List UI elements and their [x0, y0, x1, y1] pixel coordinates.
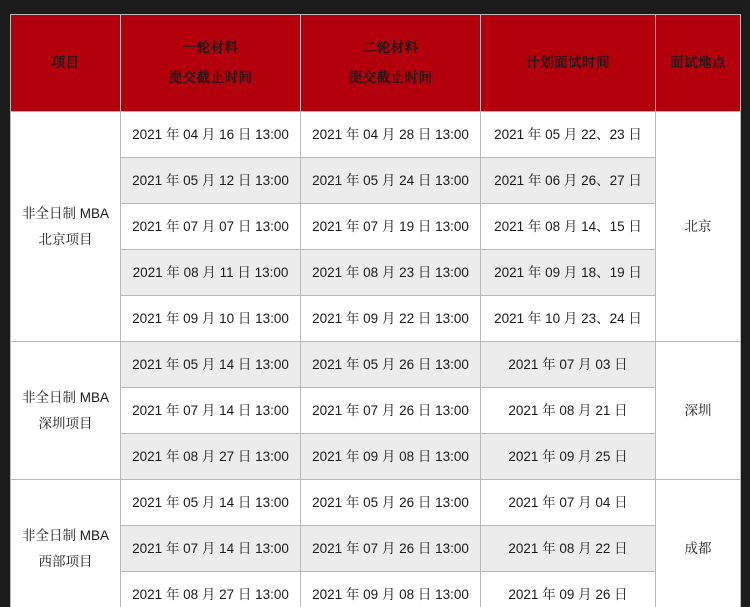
- round2-deadline: 2021 年 05 月 24 日 13:00: [301, 158, 481, 204]
- location-cell-beijing: 北京: [656, 112, 741, 342]
- interview-date: 2021 年 05 月 22、23 日: [481, 112, 656, 158]
- interview-date: 2021 年 08 月 14、15 日: [481, 204, 656, 250]
- interview-date: 2021 年 09 月 26 日: [481, 572, 656, 607]
- project-cell-shenzhen: [11, 342, 121, 480]
- round1-deadline: 2021 年 08 月 11 日 13:00: [121, 250, 301, 296]
- column-header-round1: [121, 15, 301, 112]
- project-name-line2: 深圳项目: [38, 415, 93, 431]
- round2-deadline: 2021 年 09 月 08 日 13:00: [301, 434, 481, 480]
- round1-deadline: 2021 年 04 月 16 日 13:00: [121, 112, 301, 158]
- schedule-table-container: [10, 14, 740, 607]
- column-header-round1-line1: 一轮材料: [182, 40, 239, 55]
- interview-date: 2021 年 09 月 18、19 日: [481, 250, 656, 296]
- interview-date: 2021 年 08 月 22 日: [481, 526, 656, 572]
- interview-date: 2021 年 10 月 23、24 日: [481, 296, 656, 342]
- column-header-round2: [301, 15, 481, 112]
- project-cell-beijing: [11, 112, 121, 342]
- table-row: [11, 526, 741, 572]
- location-cell-shenzhen: 深圳: [656, 342, 741, 480]
- interview-date: 2021 年 07 月 04 日: [481, 480, 656, 526]
- project-name-line1: 非全日制 MBA: [21, 389, 109, 405]
- column-header-round2-line2: 提交截止时间: [348, 70, 433, 85]
- table-header: [11, 15, 741, 112]
- table-row: [11, 434, 741, 480]
- round2-deadline: 2021 年 07 月 19 日 13:00: [301, 204, 481, 250]
- project-name-line1: 非全日制 MBA: [21, 205, 109, 221]
- table-body: [11, 112, 741, 607]
- round2-deadline: 2021 年 04 月 28 日 13:00: [301, 112, 481, 158]
- project-name-line2: 北京项目: [38, 231, 93, 247]
- round2-deadline: 2021 年 09 月 22 日 13:00: [301, 296, 481, 342]
- table-row: [11, 388, 741, 434]
- table-row: [11, 204, 741, 250]
- table-row: [11, 158, 741, 204]
- table-row: [11, 296, 741, 342]
- interview-date: 2021 年 09 月 25 日: [481, 434, 656, 480]
- round2-deadline: 2021 年 09 月 08 日 13:00: [301, 572, 481, 607]
- round1-deadline: 2021 年 08 月 27 日 13:00: [121, 572, 301, 607]
- column-header-location: [656, 15, 741, 112]
- round2-deadline: 2021 年 05 月 26 日 13:00: [301, 480, 481, 526]
- interview-schedule-table: [10, 14, 741, 607]
- round2-deadline: 2021 年 08 月 23 日 13:00: [301, 250, 481, 296]
- round1-deadline: 2021 年 07 月 14 日 13:00: [121, 526, 301, 572]
- column-header-round2-line1: 二轮材料: [362, 40, 419, 55]
- table-row: [11, 342, 741, 388]
- column-header-project-line1: 项目: [51, 55, 80, 70]
- table-row: [11, 480, 741, 526]
- round1-deadline: 2021 年 05 月 14 日 13:00: [121, 480, 301, 526]
- column-header-location-line1: 面试地点: [670, 55, 726, 70]
- round1-deadline: 2021 年 05 月 14 日 13:00: [121, 342, 301, 388]
- column-header-project: [11, 15, 121, 112]
- interview-date: 2021 年 07 月 03 日: [481, 342, 656, 388]
- table-row: [11, 112, 741, 158]
- table-row: [11, 572, 741, 607]
- round1-deadline: 2021 年 08 月 27 日 13:00: [121, 434, 301, 480]
- round1-deadline: 2021 年 07 月 14 日 13:00: [121, 388, 301, 434]
- project-cell-west: [11, 480, 121, 607]
- project-name-line1: 非全日制 MBA: [21, 527, 109, 543]
- round1-deadline: 2021 年 05 月 12 日 13:00: [121, 158, 301, 204]
- table-row: [11, 250, 741, 296]
- column-header-round1-line2: 提交截止时间: [168, 70, 253, 85]
- interview-date: 2021 年 08 月 21 日: [481, 388, 656, 434]
- round1-deadline: 2021 年 09 月 10 日 13:00: [121, 296, 301, 342]
- interview-date: 2021 年 06 月 26、27 日: [481, 158, 656, 204]
- round1-deadline: 2021 年 07 月 07 日 13:00: [121, 204, 301, 250]
- column-header-interview-time: [481, 15, 656, 112]
- round2-deadline: 2021 年 07 月 26 日 13:00: [301, 526, 481, 572]
- column-header-interview-time-line1: 计划面试时间: [526, 55, 610, 70]
- project-name-line2: 西部项目: [38, 553, 93, 569]
- table-header-row: [11, 15, 741, 112]
- location-cell-chengdu: 成都: [656, 480, 741, 607]
- round2-deadline: 2021 年 05 月 26 日 13:00: [301, 342, 481, 388]
- round2-deadline: 2021 年 07 月 26 日 13:00: [301, 388, 481, 434]
